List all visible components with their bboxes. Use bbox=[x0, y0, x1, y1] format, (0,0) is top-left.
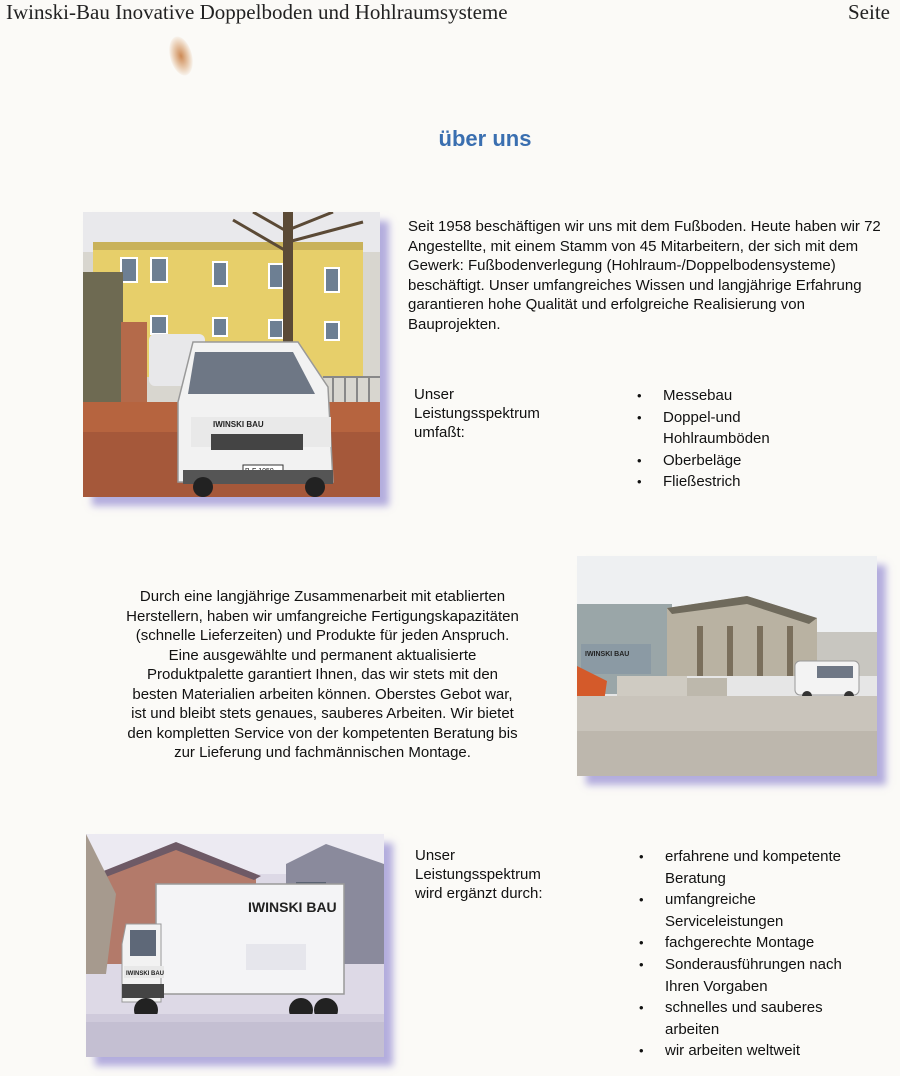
supplement-label: Unser Leistungsspektrum wird ergänzt durch: bbox=[415, 847, 543, 902]
list-item: • schnelles und sauberes arbeiten bbox=[639, 997, 894, 1040]
truck-label: IWINSKI BAU bbox=[248, 899, 337, 915]
middle-paragraph: Durch eine langjährige Zusammenarbeit mit etablierten Herstellern, haben wir umfangreiche Fertigungskapazitäten (schnelle Lieferzeiten) und Produkte für jeden Anspruch. Eine ausgewählte und permanent aktualisierte Produktpalette garantiert Ihnen, das wir stets mit den besten Materialien arbeiten können. Oberstes Gebot war, ist und bleibt stets genaues, sauberes Arbeiten. Wir bietet den kompletten Service von der kompetenten Beratung bis zur Lieferung und fachmännischen Montage. bbox=[126, 588, 519, 761]
van-label: IWINSKI BAU bbox=[213, 420, 264, 429]
list-item: • erfahrene und kompetente Beratung bbox=[639, 846, 894, 889]
truck-cab-label: IWINSKI BAU bbox=[126, 971, 164, 977]
warehouse-sign: IWINSKI BAU bbox=[585, 651, 630, 658]
photo-building-with-van bbox=[83, 212, 380, 497]
supplement-list bbox=[639, 846, 894, 1062]
list-item: • Sonderausführungen nach Ihren Vorgaben bbox=[639, 954, 894, 997]
list-item: • wir arbeiten weltweit bbox=[639, 1040, 894, 1062]
photo-truck bbox=[86, 834, 384, 1057]
intro-paragraph: Seit 1958 beschäftigen wir uns mit dem Fußboden. Heute haben wir 72 Angestellte, mit einem Stamm von 45 Mitarbeitern, der sich mit dem Gewerk: Fußbodenverlegung (Hohlraum-/Doppelbodensysteme) beschäftigt. Unser umfangreiches Wissen und langjährige Erfahrung garantieren hohe Qualität und erfolgreiche Realisierung von Bauprojekten. bbox=[408, 218, 881, 333]
spectrum-list bbox=[637, 385, 837, 493]
list-item: • umfangreiche Serviceleistungen bbox=[639, 889, 894, 932]
list-item: • Fließestrich bbox=[637, 471, 837, 493]
paper-stain bbox=[165, 34, 197, 78]
spectrum-label: Unser Leistungsspektrum umfaßt: bbox=[414, 386, 540, 441]
list-item: • fachgerechte Montage bbox=[639, 932, 894, 954]
page-heading: über uns bbox=[438, 126, 532, 151]
list-item: • Messebau bbox=[637, 385, 837, 407]
list-item: • Oberbeläge bbox=[637, 450, 837, 472]
document-header-title: Iwinski-Bau Inovative Doppelboden und Hohlraumsysteme bbox=[6, 0, 508, 24]
list-item: • Doppel-und Hohlraumböden bbox=[637, 407, 837, 450]
page-label: Seite bbox=[848, 0, 890, 24]
photo-warehouse bbox=[577, 556, 877, 776]
